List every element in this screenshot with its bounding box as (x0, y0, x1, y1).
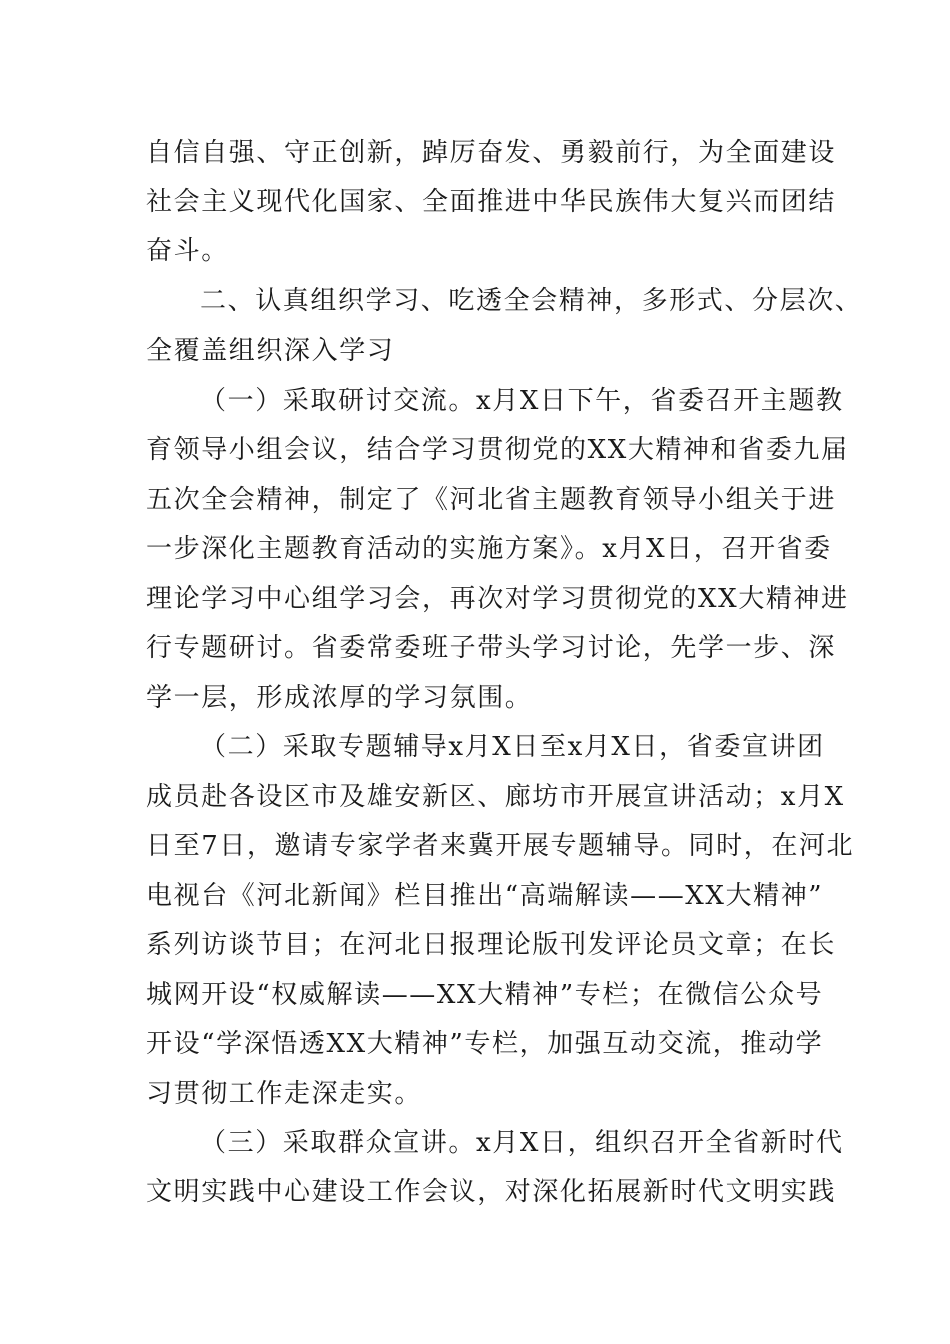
body-line: 行专题研讨。省委常委班子带头学习讨论，先学一步、深 (146, 633, 837, 663)
body-line: 五次全会精神，制定了《河北省主题教育领导小组关于进 (146, 485, 837, 515)
body-line: 系列访谈节目；在河北日报理论版刊发评论员文章；在长 (146, 930, 837, 960)
body-line: 一步深化主题教育活动的实施方案》。x月X日，召开省委 (146, 534, 832, 564)
body-line: 社会主义现代化国家、全面推进中华民族伟大复兴而团结 (146, 187, 837, 217)
body-line: 奋斗。 (146, 236, 229, 266)
body-line: 学一层，形成浓厚的学习氛围。 (146, 683, 533, 713)
body-line: 育领导小组会议，结合学习贯彻党的XX大精神和省委九届 (146, 435, 849, 465)
body-line: 习贯彻工作走深走实。 (146, 1079, 423, 1109)
body-line: （三）采取群众宣讲。x月X日，组织召开全省新时代 (200, 1128, 844, 1158)
body-line: 自信自强、守正创新，踔厉奋发、勇毅前行，为全面建设 (146, 138, 837, 168)
section-heading: 二、认真组织学习、吃透全会精神，多形式、分层次、 (200, 286, 863, 316)
body-line: 城网开设“权威解读——XX大精神”专栏；在微信公众号 (146, 980, 824, 1010)
section-heading: 全覆盖组织深入学习 (146, 336, 395, 366)
body-line: 日至7日，邀请专家学者来冀开展专题辅导。同时，在河北 (146, 831, 855, 861)
body-line: 电视台《河北新闻》栏目推出“高端解读——XX大精神” (146, 881, 824, 911)
body-line: 成员赴各设区市及雄安新区、廊坊市开展宣讲活动；x月X (146, 782, 845, 812)
body-line: 理论学习中心组学习会，再次对学习贯彻党的XX大精神进 (146, 584, 849, 614)
body-line: （二）采取专题辅导x月X日至x月X日，省委宣讲团 (200, 732, 825, 762)
body-line: （一）采取研讨交流。x月X日下午，省委召开主题教 (200, 386, 844, 416)
body-line: 开设“学深悟透XX大精神”专栏，加强互动交流，推动学 (146, 1029, 824, 1059)
body-line: 文明实践中心建设工作会议，对深化拓展新时代文明实践 (146, 1177, 837, 1207)
